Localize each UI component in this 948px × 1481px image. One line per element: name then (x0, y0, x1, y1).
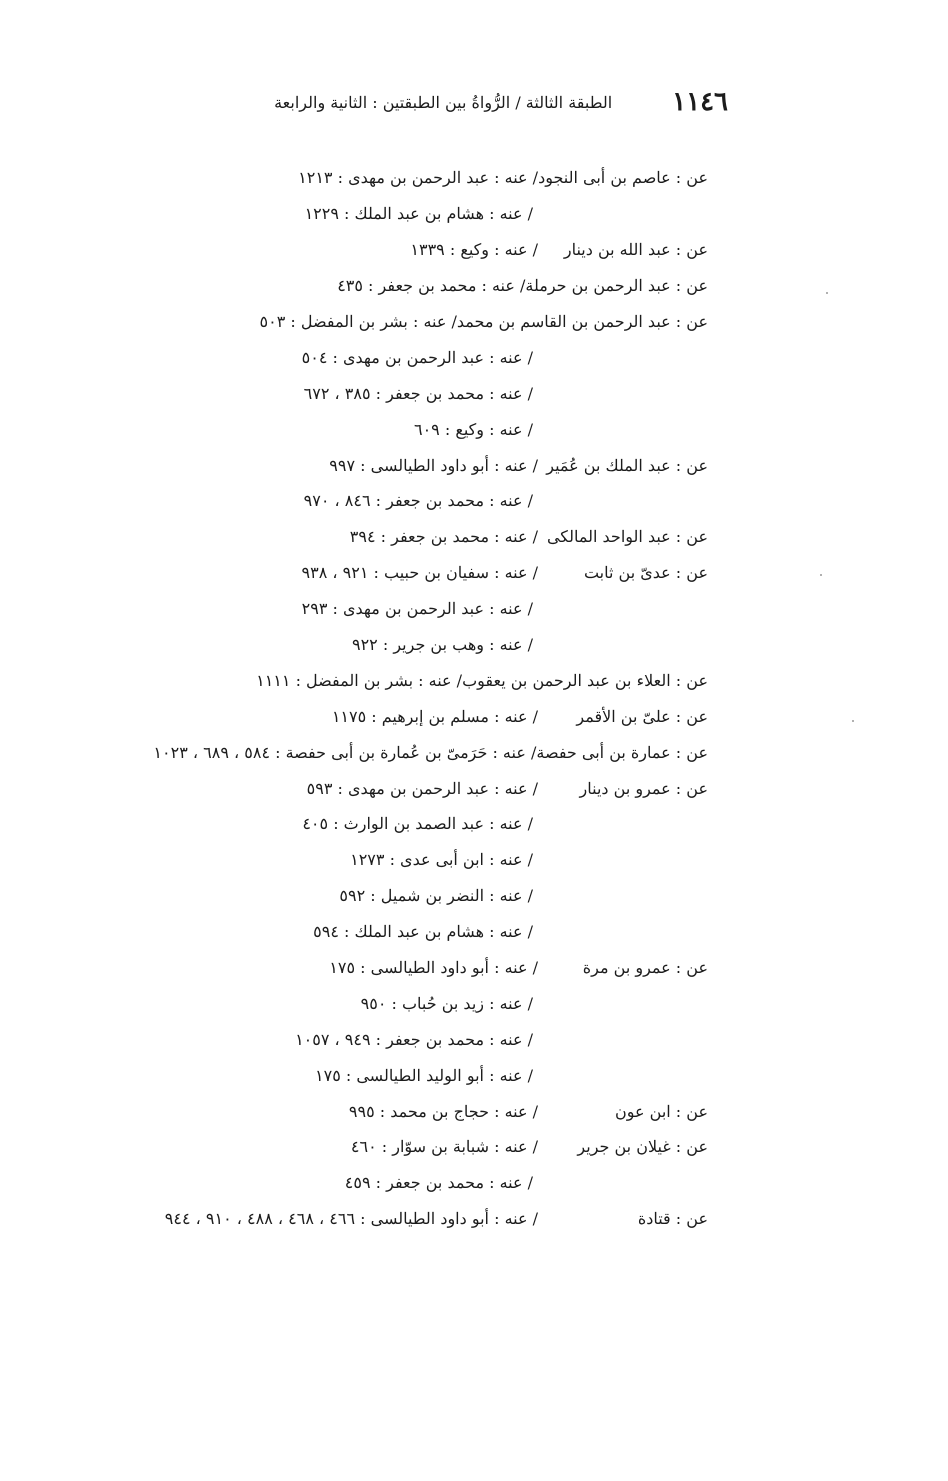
entry-row (8, 411, 708, 447)
to-narrator: / عنه : محمد بن جعفر : ٤٥٩ (344, 1173, 533, 1193)
entry-row (8, 304, 708, 340)
to-narrator: / عنه : النضر بن شميل : ٥٩٢ (339, 886, 533, 906)
to-narrator: / عنه : أبو داود الطيالسى : ١٧٥ (329, 958, 538, 978)
to-narrator: / عنه : ابن أبى عدى : ١٢٧٣ (350, 850, 533, 870)
to-narrator: / عنه : عبد الرحمن بن مهدى : ٥٩٣ (306, 778, 538, 798)
scan-speck (852, 720, 854, 722)
entry-row (8, 698, 708, 734)
to-narrator: / عنه : وهب بن جرير : ٩٢٢ (351, 635, 533, 655)
to-narrator: / عنه : هشام بن عبد الملك : ٥٩٤ (313, 922, 533, 942)
entry-row (8, 339, 708, 375)
to-narrator: / عنه : مسلم بن إبرهيم : ١١٧٥ (331, 706, 538, 726)
to-narrator: / عنه : أبو الوليد الطيالسى : ١٧٥ (315, 1065, 533, 1085)
scan-speck (826, 292, 828, 294)
from-narrator: عن : عدىّ بن ثابت (583, 563, 708, 583)
entry-row (8, 734, 708, 770)
entry-row (8, 232, 708, 268)
entry-row (8, 985, 708, 1021)
to-narrator: / عنه : أبو داود الطيالسى : ٩٩٧ (329, 455, 538, 475)
entry-row (8, 627, 708, 663)
entry-row (8, 842, 708, 878)
entry-row (8, 1165, 708, 1201)
from-narrator: عن : عاصم بن أبى النجود (538, 168, 708, 188)
page-header (208, 86, 728, 118)
to-narrator: / عنه : عبد الصمد بن الوارث : ٤٠٥ (302, 814, 533, 834)
to-narrator: / عنه : شبابة بن سوّار : ٤٦٠ (350, 1137, 538, 1157)
entry-row (8, 196, 708, 232)
entry-row (8, 806, 708, 842)
to-narrator: / عنه : محمد بن جعفر : ٣٩٤ (349, 527, 538, 547)
entry-row (8, 914, 708, 950)
from-narrator: عن : عبد الله بن دينار (563, 240, 708, 260)
entry-row (8, 160, 708, 196)
entry-row (8, 591, 708, 627)
from-narrator: عن : عبد الملك بن عُمَير (546, 455, 708, 475)
to-narrator: / عنه : بشر بن المفضل : ١١١١ (256, 670, 463, 690)
to-narrator: / عنه : حَرَمىّ بن عُمارة بن أبى حفصة : ٥٨٤ ، ٦٨٩ ، ١٠٢٣ (153, 742, 537, 762)
entry-row (8, 519, 708, 555)
entry-row (8, 1021, 708, 1057)
to-narrator: / عنه : وكيع : ٦٠٩ (413, 419, 533, 439)
entry-row (8, 1093, 708, 1129)
from-narrator: عن : عمارة بن أبى حفصة (536, 742, 708, 762)
to-narrator: / عنه : عبد الرحمن بن مهدى : ٥٠٤ (301, 347, 533, 367)
from-narrator: عن : عبد الواحد المالكى (546, 527, 708, 547)
entry-row (8, 268, 708, 304)
from-narrator: عن : العلاء بن عبد الرحمن بن يعقوب (462, 670, 708, 690)
entry-row (8, 555, 708, 591)
to-narrator: / عنه : عبد الرحمن بن مهدى : ١٢١٣ (298, 168, 539, 188)
from-narrator: عن : عبد الرحمن بن القاسم بن محمد (456, 312, 708, 331)
to-narrator: / عنه : محمد بن جعفر : ٤٣٥ (337, 276, 526, 296)
to-narrator: / عنه : عبد الرحمن بن مهدى : ٢٩٣ (301, 599, 533, 619)
to-narrator: / عنه : محمد بن جعفر : ٩٤٩ ، ١٠٥٧ (295, 1029, 533, 1049)
to-narrator: / عنه : وكيع : ١٣٣٩ (410, 240, 538, 260)
running-title: الطبقة الثالثة / الرُّواةُ بين الطبقتين : الثانية والرابعة (274, 92, 613, 112)
to-narrator: / عنه : بشر بن المفضل : ٥٠٣ (259, 312, 457, 331)
to-narrator: / عنه : هشام بن عبد الملك : ١٢٢٩ (304, 204, 533, 224)
to-narrator: / عنه : أبو داود الطيالسى : ٤٦٦ ، ٤٦٨ ، ٤٨٨ ، ٩١٠ ، ٩٤٤ (164, 1209, 538, 1229)
entry-row (8, 878, 708, 914)
entry-row (8, 483, 708, 519)
from-narrator: عن : عبد الرحمن بن حرملة (525, 276, 708, 296)
from-narrator: عن : ابن عون (614, 1101, 708, 1121)
entry-row (8, 1201, 708, 1237)
from-narrator: عن : علىّ بن الأقمر (576, 706, 708, 726)
entry-row (8, 1129, 708, 1165)
from-narrator: عن : عمرو بن دينار (579, 778, 708, 798)
to-narrator: / عنه : سفيان بن حبيب : ٩٢١ ، ٩٣٨ (301, 563, 538, 583)
from-narrator: عن : غيلان بن جرير (577, 1137, 708, 1157)
narrator-list (8, 160, 708, 1237)
entry-row (8, 375, 708, 411)
from-narrator: عن : قتادة (637, 1209, 708, 1229)
entry-row (8, 770, 708, 806)
entry-row (8, 950, 708, 986)
to-narrator: / عنه : محمد بن جعفر : ٨٤٦ ، ٩٧٠ (303, 491, 533, 511)
to-narrator: / عنه : زيد بن حُباب : ٩٥٠ (360, 993, 533, 1013)
to-narrator: / عنه : محمد بن جعفر : ٣٨٥ ، ٦٧٢ (303, 383, 533, 403)
scan-speck (820, 574, 822, 576)
to-narrator: / عنه : حجاج بن محمد : ٩٩٥ (348, 1101, 538, 1121)
entry-row (8, 662, 708, 698)
from-narrator: عن : عمرو بن مرة (582, 958, 708, 978)
entry-row (8, 447, 708, 483)
entry-row (8, 1057, 708, 1093)
page-number: ١١٤٦ (672, 87, 728, 117)
